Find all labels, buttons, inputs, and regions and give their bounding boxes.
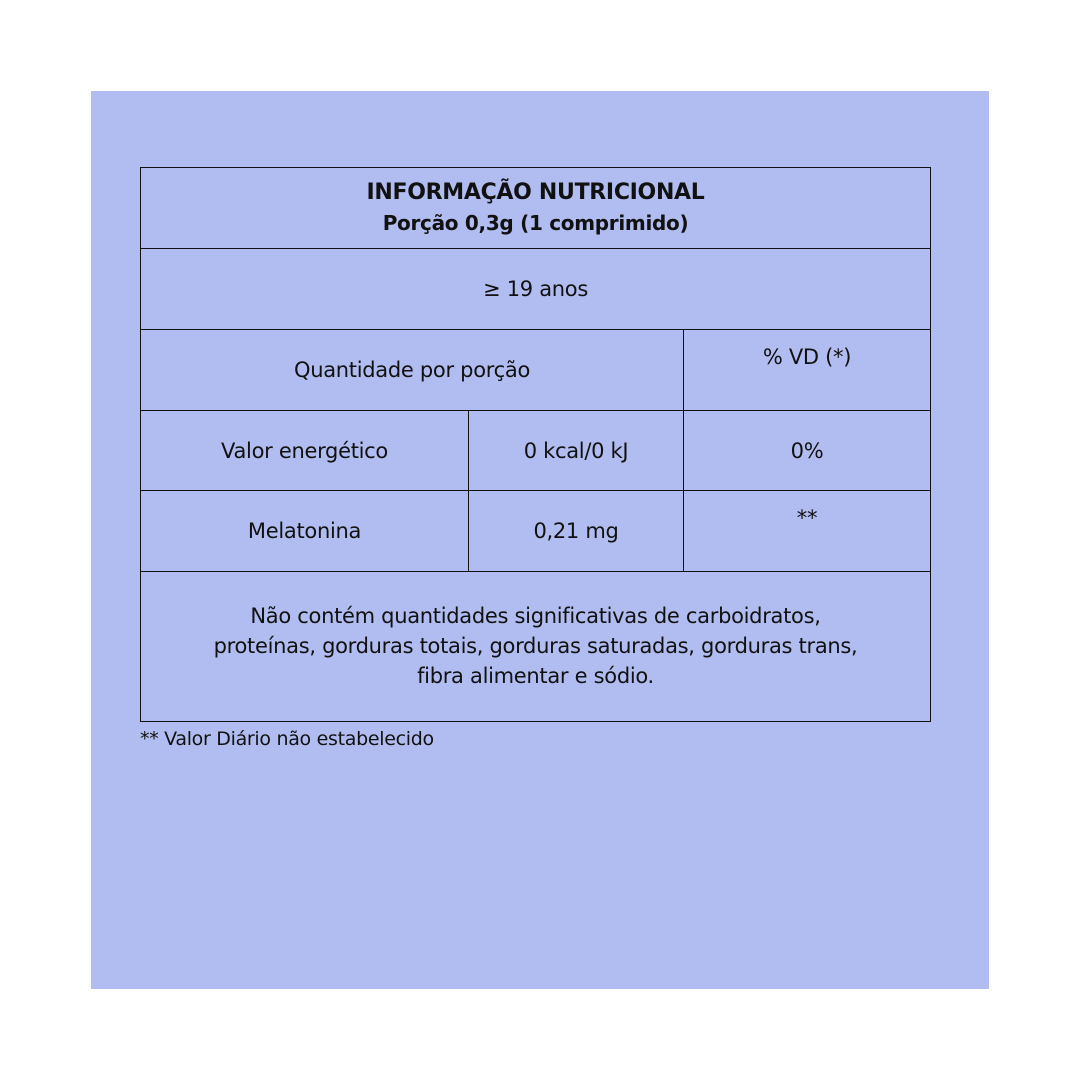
dv-cell: [684, 491, 930, 571]
note-line: fibra alimentar e sódio.: [417, 664, 654, 688]
dv-header-cell: [684, 330, 930, 410]
note-line: Não contém quantidades significativas de carboidratos,: [250, 604, 821, 628]
dv-cell: [684, 411, 930, 490]
age-group: ≥ 19 anos: [483, 277, 588, 301]
age-group-cell: [141, 249, 930, 329]
nutrient-name: Valor energético: [221, 438, 388, 463]
amount-cell: [469, 411, 683, 490]
nutrient-name: Melatonina: [247, 519, 362, 543]
nutrient-amount: 0 kcal/0 kJ: [523, 438, 629, 463]
nutrition-facts-table: [140, 167, 931, 722]
table-title-cell: [141, 168, 930, 248]
serving-size: Porção 0,3g (1 comprimido): [382, 211, 689, 235]
nutrient-cell: [141, 491, 468, 571]
quantity-header-cell: [141, 330, 683, 410]
note-line: proteínas, gorduras totais, gorduras saturadas, gorduras trans,: [213, 634, 858, 658]
note-cell: [141, 572, 930, 720]
nutrient-dv: **: [796, 506, 818, 530]
quantity-header: Quantidade por porção: [293, 358, 530, 382]
nutrient-dv: 0%: [790, 438, 824, 463]
nutrient-amount: 0,21 mg: [533, 519, 619, 543]
table-title: INFORMAÇÃO NUTRICIONAL: [366, 180, 705, 205]
amount-cell: [469, 491, 683, 571]
nutrient-cell: [141, 411, 468, 490]
footnote: ** Valor Diário não estabelecido: [140, 728, 434, 750]
dv-header: % VD (*): [762, 345, 852, 369]
